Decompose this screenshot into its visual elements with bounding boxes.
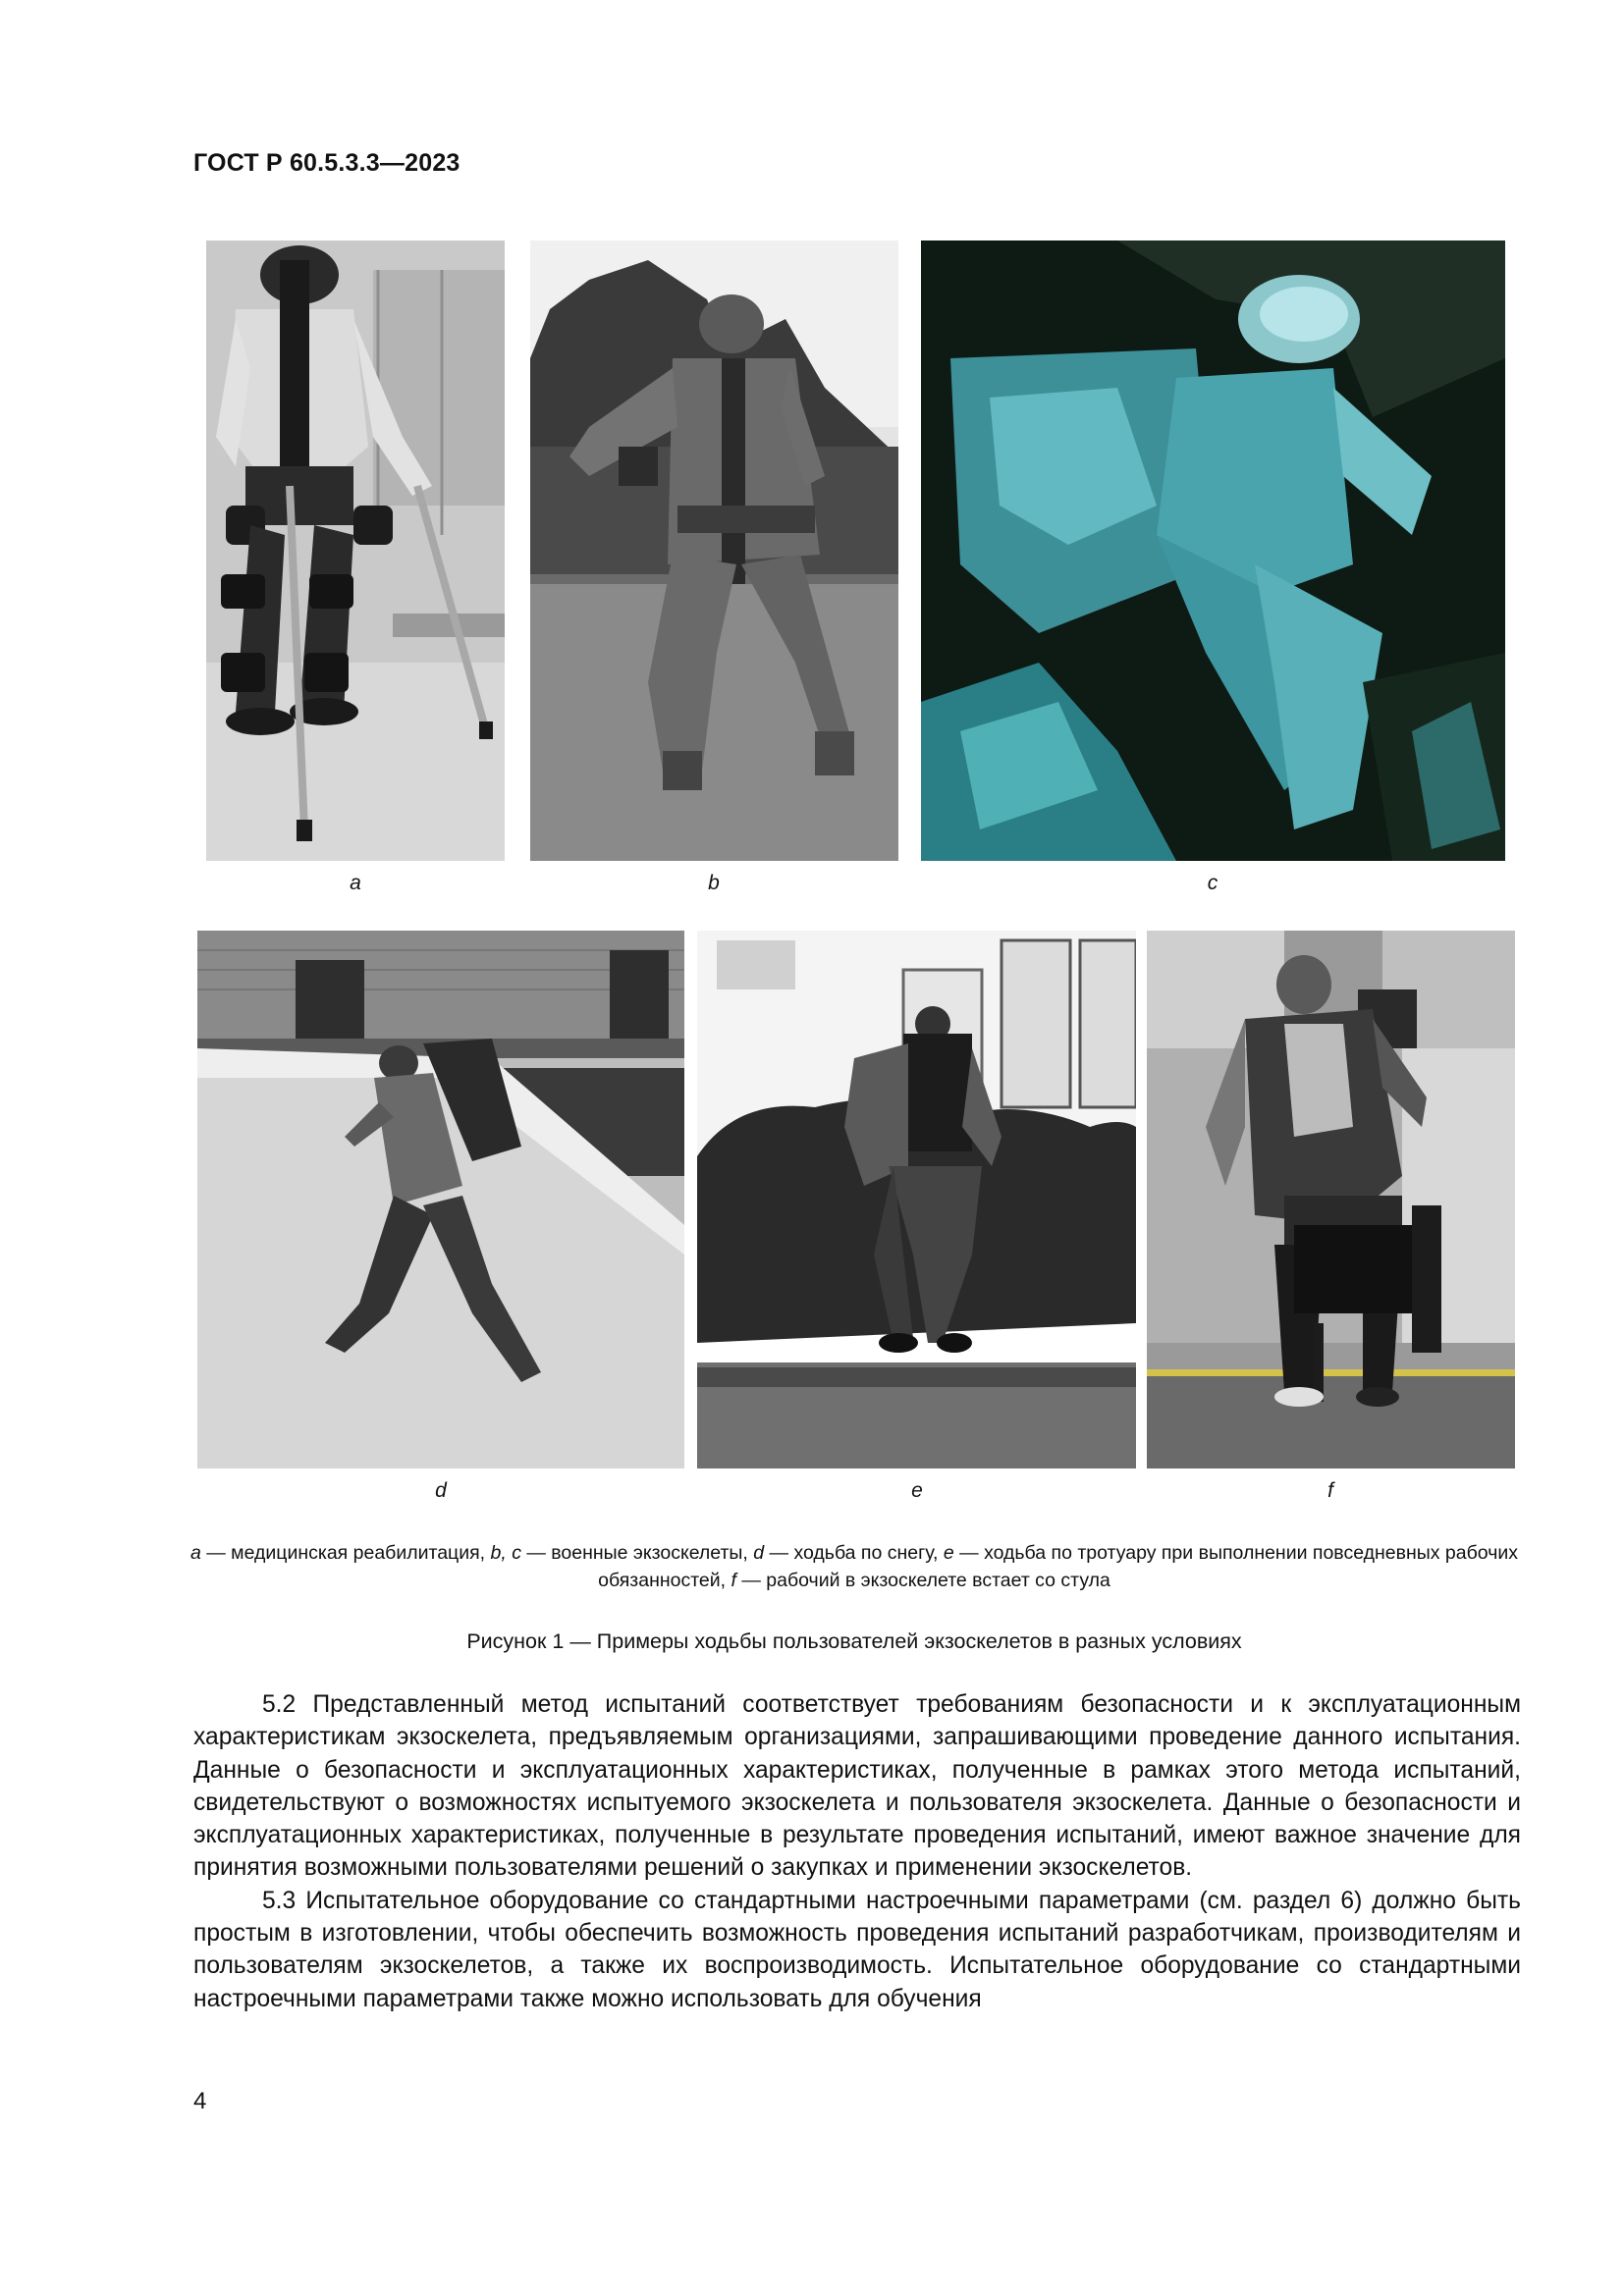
- paragraph-5-3: 5.3 Испытательное оборудование со стандартными настроечными параметрами (см. раздел 6) должно быть простым в изготовлении, чтобы обеспечить возможность проведения испытаний разработчикам, производителям и пользователям экзоскелетов, а также их воспроизводимость. Испытательное оборудование со стандартными настроечными параметрами также можно использовать для обучения: [193, 1887, 1521, 2012]
- page-number: 4: [193, 2088, 207, 2114]
- snow-walking-photo: [197, 931, 684, 1468]
- body-text: [193, 1688, 1521, 2015]
- figure-legend: a — медицинская реабилитация, b, c — военные экзоскелеты, d — ходьба по снегу, e — ходьба по тротуару при выполнении повседневных рабочих обязанностей, f — рабочий в экзоскелете встает со стула: [189, 1542, 1518, 1591]
- sidewalk-walking-photo: [697, 931, 1136, 1468]
- panel-label-c: c: [1207, 872, 1218, 894]
- document-header: ГОСТ Р 60.5.3.3—2023: [193, 149, 460, 177]
- chair-rise-photo: [1147, 931, 1515, 1468]
- panel-label-d: d: [435, 1479, 447, 1502]
- panel-label-e: e: [911, 1479, 923, 1502]
- exoskeleton-rehab-photo: [206, 240, 505, 861]
- military-exoskeleton-photo: [530, 240, 898, 861]
- figure-caption: Рисунок 1 — Примеры ходьбы пользователей экзоскелетов в разных условиях: [466, 1629, 1242, 1653]
- military-exoskeleton-forest-photo: [921, 240, 1505, 861]
- panel-label-f: f: [1327, 1479, 1333, 1502]
- panel-label-b: b: [708, 872, 720, 894]
- paragraph-5-2: 5.2 Представленный метод испытаний соответствует требованиям безопасности и к эксплуатационным характеристикам экзоскелета, предъявляемым организациями, запрашивающими проведение данного испытания. Данные о безопасности и эксплуатационных характеристиках, полученные в рамках этого метода испытаний, свидетельствуют о возможностях испытуемого экзоскелета и пользователя экзоскелета. Данные о безопасности и эксплуатационных характеристиках, полученные в результате проведения испытаний, имеют важное значение для принятия возможными пользователями решений о закупках и применении экзоскелетов.: [193, 1691, 1521, 1882]
- panel-label-a: a: [350, 872, 361, 894]
